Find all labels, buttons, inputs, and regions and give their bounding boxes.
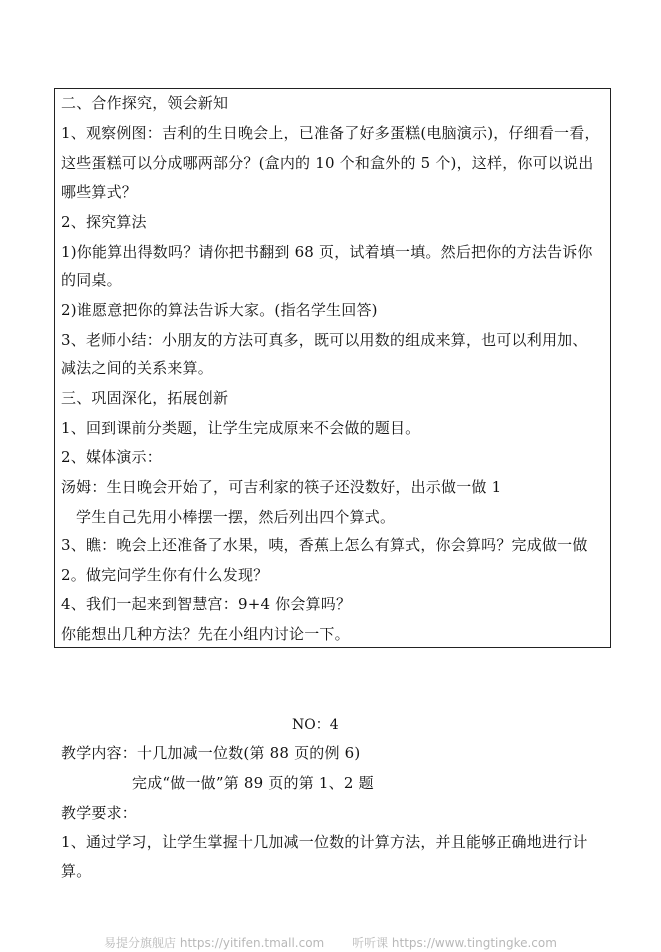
footer-watermark [0, 934, 661, 951]
text-line: 减法之间的关系来算。 [61, 359, 214, 377]
text-line: 的同桌。 [61, 271, 122, 289]
text-line: 1)你能算出得数吗？请你把书翻到 68 页，试着填一填。然后把你的方法告诉你 [61, 243, 593, 261]
text-line: 学生自己先用小棒摆一摆，然后列出四个算式。 [76, 508, 396, 526]
text-line: 汤姆：生日晚会开始了，可吉利家的筷子还没数好，出示做一做 1 [61, 478, 502, 496]
text-line: 这些蛋糕可以分成哪两部分？(盒内的 10 个和盒外的 5 个)，这样，你可以说出 [61, 154, 594, 172]
footer-left-link[interactable]: 易提分旗舰店 https://yitifen.tmall.com [104, 936, 325, 950]
requirement-line: 1、通过学习，让学生掌握十几加减一位数的计算方法，并且能够正确地进行计 [61, 833, 588, 851]
text-line: 3、老师小结：小朋友的方法可真多，既可以用数的组成来算，也可以利用加、 [61, 331, 588, 349]
text-line: 哪些算式？ [61, 183, 138, 201]
lesson-content-label: 教学内容：十几加减一位数(第 88 页的例 6) [61, 744, 361, 762]
text-line: 2、媒体演示： [61, 448, 162, 466]
requirement-line: 算。 [61, 862, 92, 880]
text-line: 2)谁愿意把你的算法告诉大家。(指名学生回答) [61, 301, 378, 319]
text-line: 1、观察例图：吉利的生日晚会上，已准备了好多蛋糕(电脑演示)，仔细看一看， [61, 124, 600, 142]
text-line: 1、回到课前分类题，让学生完成原来不会做的题目。 [61, 419, 421, 437]
text-line: 2。做完问学生你有什么发现？ [61, 566, 269, 584]
text-line: 你能想出几种方法？先在小组内讨论一下。 [61, 625, 350, 643]
subheading-explore-algorithm: 2、探究算法 [61, 213, 147, 231]
text-line: 3、瞧：晚会上还准备了水果，咦，香蕉上怎么有算式，你会算吗？完成做一做 [61, 536, 588, 554]
heading-consolidate-extend: 三、巩固深化，拓展创新 [61, 389, 229, 407]
lesson-number: NO：4 [292, 717, 339, 733]
footer-right-link[interactable]: 听听课 https://www.tingtingke.com [352, 936, 557, 950]
text-line: 4、我们一起来到智慧宫：9+4 你会算吗？ [61, 595, 352, 613]
lesson-content-sub: 完成“做一做”第 89 页的第 1、2 题 [132, 774, 374, 792]
lesson-requirements-label: 教学要求： [61, 804, 138, 822]
heading-cooperative-inquiry: 二、合作探究，领会新知 [61, 94, 229, 112]
